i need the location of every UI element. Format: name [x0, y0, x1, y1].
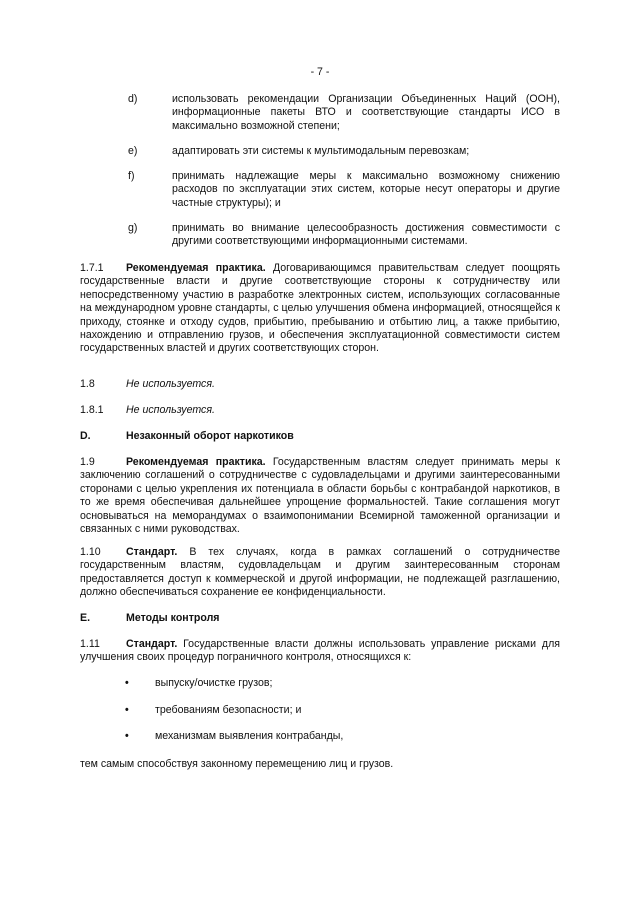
- bullet-marker: •: [125, 730, 129, 742]
- paragraph-1-9: [80, 456, 560, 536]
- section-heading-e: [80, 612, 560, 625]
- section-heading-d: [80, 430, 560, 443]
- list-item-label: g): [128, 222, 138, 234]
- paragraph-text: Договаривающимся правительствам следует поощрять государственные власти и другие соответствующие стороны к сотрудничеству или непосредственному участию в разработке электронных систем, использующих согласованные на международном уровне стандарты, с целью улучшения обмена информацией, относящейся к приходу, стоянке и отходу судов, прибытию, пребыванию и отбытию лиц, а также прибытию, нахождению и отправлению грузов, и обеспечения эксплуатационной совместимости систем государственных властей и других соответствующих сторон.: [80, 262, 560, 355]
- paragraph-number: 1.9: [80, 456, 95, 468]
- standard-label: Стандарт.: [126, 638, 178, 650]
- list-item-text: принимать во внимание целесообразность достижения совместимости с другими соответствующими информационными системами.: [172, 222, 560, 248]
- bullet-item: [125, 704, 545, 717]
- list-item-text: принимать надлежащие меры к максимально возможному снижению расходов по эксплуатации этих систем, которые несут операторы и другие частные структуры); и: [172, 170, 560, 209]
- list-item-g: [128, 222, 560, 249]
- paragraph-text: Не используется.: [126, 378, 215, 390]
- list-item-e: [128, 145, 560, 158]
- paragraph-number: 1.7.1: [80, 262, 104, 274]
- closing-text: тем самым способствуя законному перемещению лиц и грузов.: [80, 758, 394, 770]
- bullet-marker: •: [125, 704, 129, 716]
- paragraph-number: 1.10: [80, 546, 101, 558]
- list-item-label: f): [128, 170, 135, 182]
- paragraph-number: 1.8.1: [80, 404, 104, 416]
- paragraph-1-8-1: [80, 404, 560, 417]
- paragraph-1-10: [80, 546, 560, 600]
- list-item-d: [128, 93, 560, 133]
- paragraph-text: В тех случаях, когда в рамках соглашений о сотрудничестве государственным властям, судовладельцам и другим заинтересованным сторонам предоставляется доступ к коммерческой и другой информации, не подлежащей разглашению, должно обеспечиваться сохранение ее конфиденциальности.: [80, 546, 560, 599]
- list-item-label: e): [128, 145, 138, 157]
- list-item-f: [128, 170, 560, 210]
- bullet-item: [125, 730, 545, 743]
- paragraph-1-7-1: [80, 262, 560, 356]
- paragraph-text: Государственные власти должны использовать управление рисками для улучшения своих процедур пограничного контроля, относящихся к:: [80, 638, 560, 664]
- bullet-text: требованиям безопасности; и: [155, 704, 302, 716]
- paragraph-text: Не используется.: [126, 404, 215, 416]
- section-title: Методы контроля: [126, 612, 220, 624]
- section-letter: D.: [80, 430, 91, 442]
- list-item-text: адаптировать эти системы к мультимодальным перевозкам;: [172, 145, 470, 157]
- page-number: - 7 -: [310, 66, 330, 78]
- paragraph-number: 1.8: [80, 378, 95, 390]
- section-letter: E.: [80, 612, 91, 624]
- bullet-item: [125, 677, 545, 690]
- recommended-practice-label: Рекомендуемая практика.: [126, 262, 266, 274]
- bullet-text: механизмам выявления контрабанды,: [155, 730, 344, 742]
- list-item-text: использовать рекомендации Организации Объединенных Наций (ООН), информационные пакеты ВТО и соответствующие стандарты ИСО в максимально возможной степени;: [172, 93, 560, 132]
- bullet-marker: •: [125, 677, 129, 689]
- recommended-practice-label: Рекомендуемая практика.: [126, 456, 266, 468]
- paragraph-text: Государственным властям следует принимать меры к заключению соглашений о сотрудничестве с судовладельцами и другими заинтересованными сторонами с целью укрепления их потенциала в области борьбы с контрабандой наркотиков, в то же время обеспечивая дальнейшее упрощение формальностей. Такие соглашения могут основываться на меморандумах о взаимопонимании Всемирной таможенной организации и связанных с ними руководствах.: [80, 456, 560, 536]
- section-title: Незаконный оборот наркотиков: [126, 430, 294, 442]
- paragraph-1-8: [80, 378, 560, 391]
- bullet-text: выпуску/очистке грузов;: [155, 677, 273, 689]
- paragraph-number: 1.11: [80, 638, 100, 650]
- standard-label: Стандарт.: [126, 546, 178, 558]
- list-item-label: d): [128, 93, 138, 105]
- paragraph-1-11: [80, 638, 560, 665]
